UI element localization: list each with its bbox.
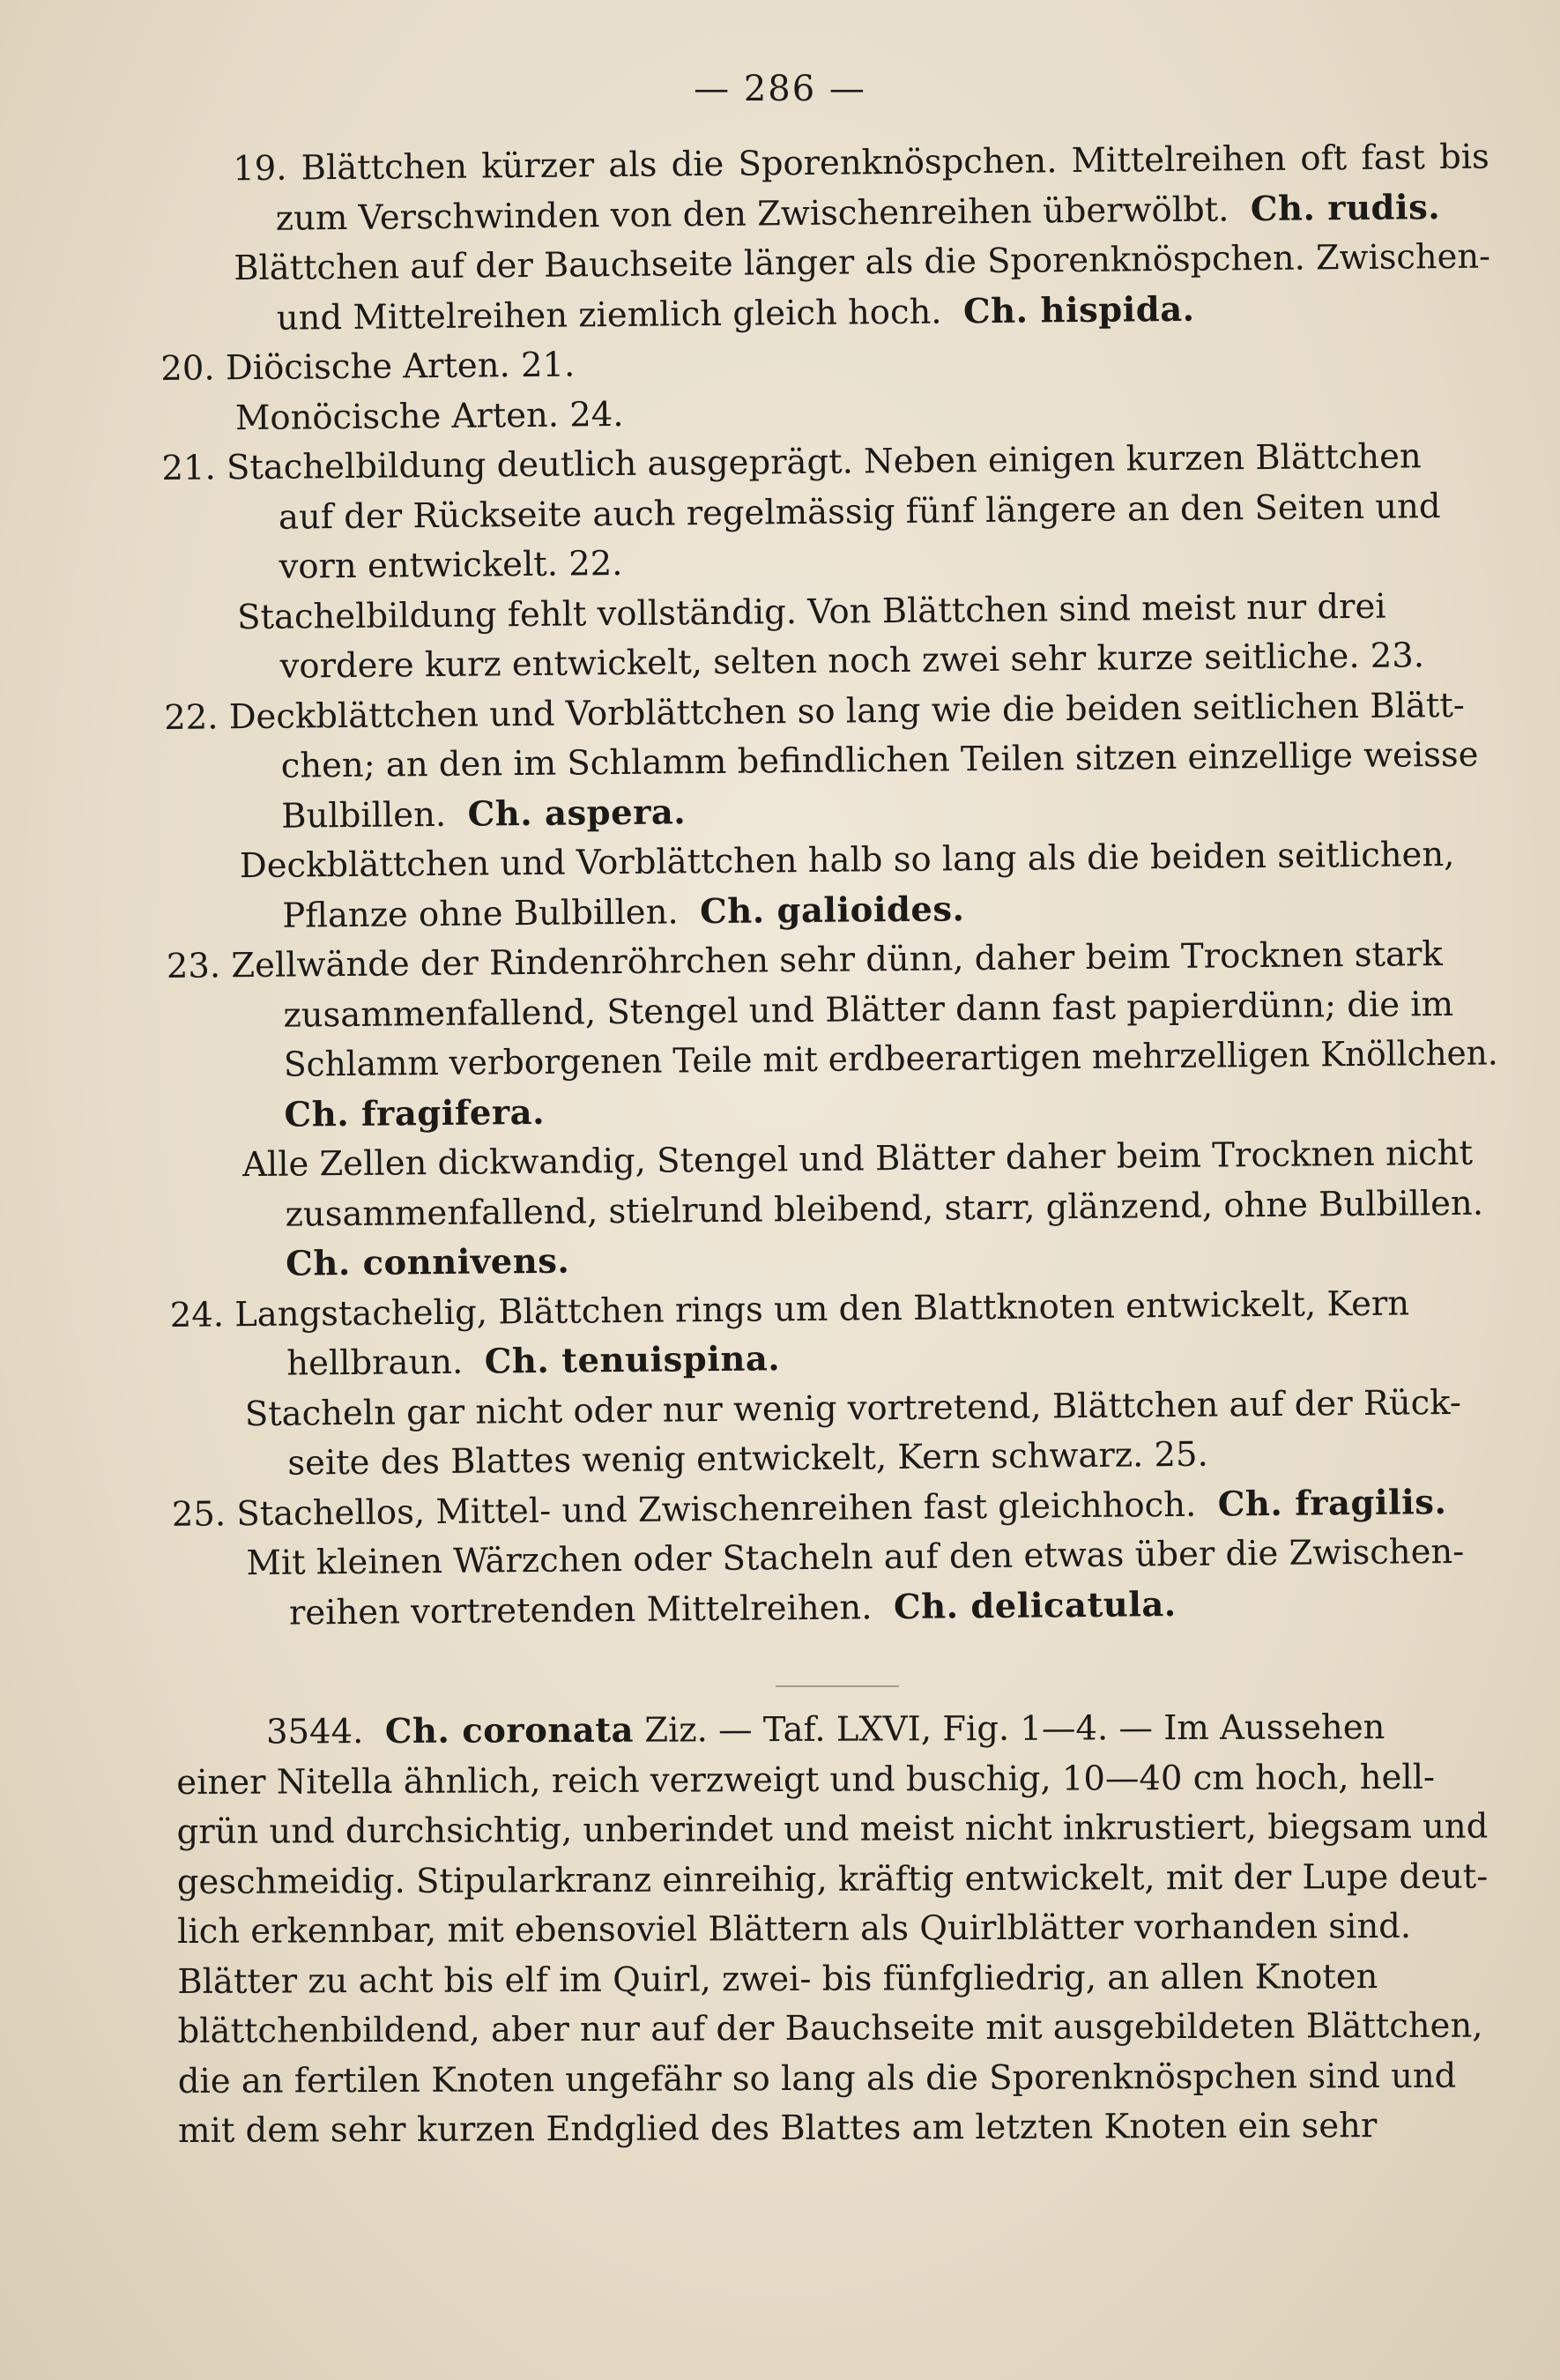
species-name: Ch. coronata — [384, 1710, 635, 1752]
species-name: Ch. delicatula. — [893, 1584, 1177, 1627]
species-name: Ch. rudis. — [1250, 187, 1441, 229]
species-name: Ch. fragifera. — [284, 1092, 546, 1135]
key-line: Bulbillen. Ch. aspera. — [281, 792, 687, 837]
key-line: 25. Stachellos, Mittel- und Zwischenreihen fast gleichhoch. Ch. fragilis. — [171, 1482, 1447, 1535]
entry-line: die an fertilen Knoten ungefähr so lang als die Sporenknöspchen sind und — [177, 2056, 1457, 2101]
key-line: Pflanze ohne Bulbillen. Ch. galioides. — [282, 889, 965, 936]
section-divider — [776, 1685, 899, 1687]
key-couplet-24 — [169, 1278, 1502, 1490]
entry-line: mit dem sehr kurzen Endglied des Blattes am letzten Knoten ein sehr — [177, 2106, 1378, 2151]
species-name: Ch. aspera. — [467, 792, 687, 835]
key-line: hellbraun. Ch. tenuispina. — [286, 1339, 781, 1384]
key-line: 24. Langstachelig, Blättchen rings um den Blattknoten entwickelt, Kern — [169, 1283, 1410, 1335]
key-line: 19. Blättchen kürzer als die Sporenknöspchen. Mittelreihen oft fast bis — [233, 137, 1489, 190]
key-line: 20. Diöcische Arten. 21. — [160, 345, 576, 389]
key-line: chen; an den im Schlamm befindlichen Teilen sitzen einzellige weisse — [280, 734, 1479, 786]
entry-line: 3544. Ch. coronata Ziz. — Taf. LXVI, Fig. 1—4. — Im Aussehen — [266, 1707, 1385, 1752]
key-line: zusammenfallend, stielrund bleibend, starr, glänzend, ohne Bulbillen. — [285, 1183, 1484, 1235]
key-couplet-22 — [164, 681, 1497, 942]
species-name: Ch. galioides. — [699, 889, 965, 932]
key-line: zum Verschwinden von den Zwischenreihen überwölbt. Ch. rudis. — [275, 187, 1441, 239]
species-name: Ch. hispida. — [962, 289, 1195, 331]
key-line: Blättchen auf der Bauchseite länger als die Sporenknöspchen. Zwischen- — [234, 236, 1491, 289]
key-line: Monöcische Arten. 24. — [234, 394, 624, 438]
entry-line: geschmeidig. Stipularkranz einreihig, kräftig entwickelt, mit der Lupe deut- — [176, 1856, 1489, 1902]
key-line: Alle Zellen dickwandig, Stengel und Blätter daher beim Trocknen nicht — [241, 1133, 1474, 1186]
key-line: seite des Blattes wenig entwickelt, Kern schwarz. 25. — [287, 1434, 1208, 1484]
page-number: — 286 — — [694, 69, 866, 109]
identification-key — [159, 133, 1504, 1640]
key-line: reihen vortretenden Mittelreihen. Ch. delicatula. — [288, 1584, 1177, 1633]
key-line: 21. Stachelbildung deutlich ausgeprägt. Neben einigen kurzen Blättchen — [161, 436, 1422, 488]
key-line: Stacheln gar nicht oder nur wenig vortretend, Blättchen auf der Rück- — [244, 1382, 1462, 1434]
species-entry — [176, 1702, 1509, 2156]
key-couplet-20 — [160, 331, 1492, 443]
entry-line: blättchenbildend, aber nur auf der Bauchseite mit ausgebildeten Blättchen, — [177, 2005, 1483, 2051]
key-line: vorn entwickelt. 22. — [279, 543, 623, 587]
species-name: Ch. tenuispina. — [484, 1339, 781, 1382]
key-line: 23. Zellwände der Rindenröhrchen sehr dünn, daher beim Trocknen stark — [166, 934, 1443, 986]
key-line: auf der Rückseite auch regelmässig fünf längere an den Seiten und — [278, 486, 1441, 538]
key-couplet-19 — [159, 133, 1491, 345]
entry-number: 3544. — [266, 1712, 364, 1752]
entry-line: lich erkennbar, mit ebensoviel Blättern als Quirlblätter vorhanden sind. — [177, 1906, 1412, 1952]
key-line: Schlamm verborgenen Teile mit erdbeerartigen mehrzelligen Knöllchen. — [283, 1033, 1498, 1085]
entry-line: einer Nitella ähnlich, reich verzweigt und buschig, 10—40 cm hoch, hell- — [176, 1757, 1436, 1803]
key-couplet-21 — [161, 431, 1495, 693]
entry-line: Blätter zu acht bis elf im Quirl, zwei- bis fünfgliedrig, an allen Knoten — [177, 1956, 1378, 2002]
key-line: Stachelbildung fehlt vollständig. Von Blättchen sind meist nur drei — [236, 586, 1386, 637]
key-line: Mit kleinen Wärzchen oder Stacheln auf den etwas über die Zwischen- — [246, 1531, 1465, 1584]
key-line: vordere kurz entwickelt, selten noch zwei sehr kurze seitliche. 23. — [279, 636, 1425, 687]
key-line: und Mittelreihen ziemlich gleich hoch. Ch. hispida. — [276, 289, 1195, 338]
key-line: 22. Deckblättchen und Vorblättchen so lang wie die beiden seitlichen Blätt- — [164, 685, 1466, 738]
key-couplet-23 — [167, 929, 1501, 1290]
key-couplet-25 — [172, 1477, 1504, 1640]
key-line: zusammenfallend, Stengel und Blätter dann fast papierdünn; die im — [283, 984, 1454, 1036]
species-name: Ch. fragilis. — [1217, 1482, 1447, 1525]
entry-line: grün und durchsichtig, unberindet und meist nicht inkrustiert, biegsam und — [176, 1806, 1489, 1852]
species-name: Ch. connivens. — [285, 1241, 570, 1284]
key-line: Deckblättchen und Vorblättchen halb so lang als die beiden seitlichen, — [239, 834, 1455, 887]
